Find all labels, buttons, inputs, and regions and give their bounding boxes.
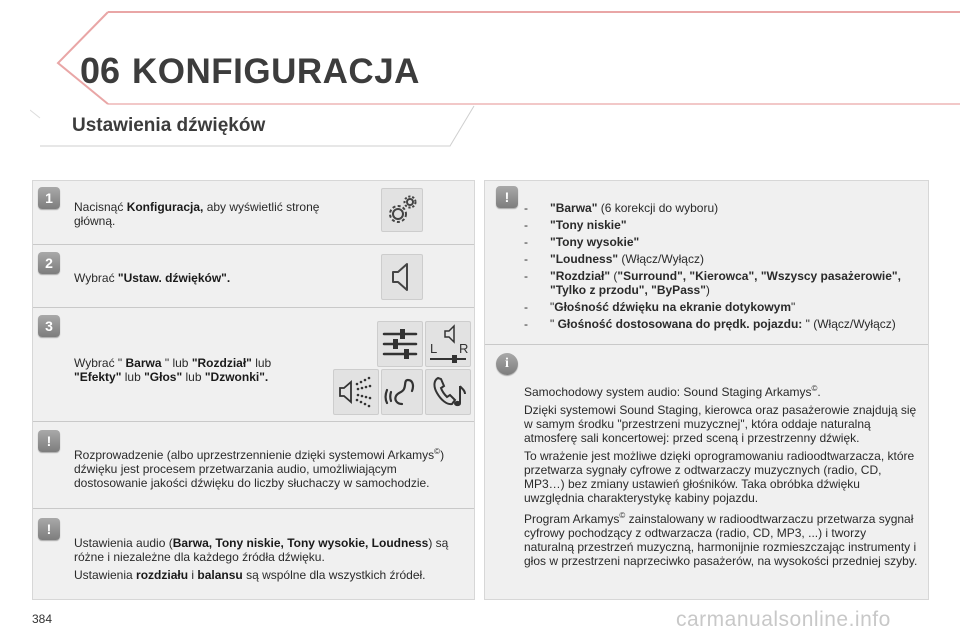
chapter-number: 06 — [80, 50, 121, 91]
list-item: - "Loudness" (Włącz/Wyłącz) — [524, 252, 704, 266]
info-badge: i — [496, 353, 518, 375]
list-item: - "Rozdział" ("Surround", "Kierowca", "Wszyscy pasażerowie", "Tylko z przodu", "ByPass") — [524, 269, 901, 297]
warning-surround-text: Rozprowadzenie (albo uprzestrzennienie dzięki systemowi Arkamys©) dźwięku jest procesem przetwarzania audio, umożliwiającym dostosowanie jakości dźwięku do liczby słuchaczy w samochodzie. — [74, 447, 445, 490]
sound-options-list — [524, 201, 928, 334]
list-item: - "Tony niskie" — [524, 218, 627, 232]
chapter-title: KONFIGURACJA — [132, 52, 420, 91]
list-item: - "Głośność dźwięku na ekranie dotykowym" — [524, 300, 796, 314]
balance-left-label: L — [430, 341, 438, 356]
page-number: 384 — [32, 612, 53, 626]
sound-effects-icon[interactable] — [333, 369, 379, 415]
step-3-text: Wybrać " Barwa " lub "Rozdział" lub "Efekty" lub "Głos" lub "Dzwonki". — [74, 356, 272, 384]
ringtone-icon[interactable] — [425, 369, 471, 415]
divider — [33, 307, 474, 308]
warning-audio-settings-text: Ustawienia audio (Barwa, Tony niskie, Tony wysokie, Loudness) są różne i niezależne dla każdego źródła dźwięku. Ustawienia rozdziału i balansu są wspólne dla wszystkich źródeł. — [74, 536, 449, 582]
list-item: - "Tony wysokie" — [524, 235, 640, 249]
divider — [33, 421, 474, 422]
step-badge-3: 3 — [38, 315, 60, 337]
divider — [485, 344, 928, 345]
step-2-text: Wybrać "Ustaw. dźwięków". — [74, 271, 231, 285]
balance-right-label: R — [459, 341, 469, 356]
equalizer-icon[interactable] — [377, 321, 423, 367]
step-badge-1: 1 — [38, 187, 60, 209]
section-title: Ustawienia dźwięków — [72, 115, 266, 136]
balance-lr-icon[interactable] — [425, 321, 471, 367]
warning-badge: ! — [38, 518, 60, 540]
speaker-icon[interactable] — [381, 254, 423, 300]
step-1-text: Nacisnąć Konfiguracja, aby wyświetlić stronę główną. — [74, 200, 320, 228]
divider — [33, 508, 474, 509]
settings-gears-icon[interactable] — [381, 188, 423, 232]
step-badge-2: 2 — [38, 252, 60, 274]
arkamys-info-text: Samochodowy system audio: Sound Staging Arkamys©. Dzięki systemowi Sound Staging, kierowca oraz pasażerowie znajdują się w samym środku "przestrzeni muzycznej", która oddaje naturalną atmosferę sali koncertowej: przed sceną i przestrzenny dźwięk. To wrażenie jest możliwe dzięki oprogramowaniu radioodtwarzacza, które przetwarza sygnały cyfrowe z odtwarzaczy muzycznych (radio, CD, MP3…) bez zmiany ustawień głośników. Taka obróbka dźwięku uwzględnia charakterystykę kabiny pojazdu. Program Arkamys© zainstalowany w radioodtwarzaczu przetwarza sygnał cyfrowy pochodzący z odtwarzacza (radio, CD, MP3, ...) i tworzy naturalną przestrzeń muzyczną, harmonijnie rozmieszczając instrumenty i głos w przestrzeni naprzeciwko pasażerów, na wysokości przedniej szyby. — [524, 384, 918, 568]
watermark: carmanualsonline.info — [676, 608, 891, 631]
list-item: - "Barwa" (6 korekcji do wyboru) — [524, 201, 719, 215]
options-warning-badge: ! — [496, 186, 518, 208]
warning-badge: ! — [38, 430, 60, 452]
divider — [33, 244, 474, 245]
list-item: - " Głośność dostosowana do prędk. pojazdu: " (Włącz/Wyłącz) — [524, 317, 896, 331]
voice-icon[interactable] — [381, 369, 423, 415]
